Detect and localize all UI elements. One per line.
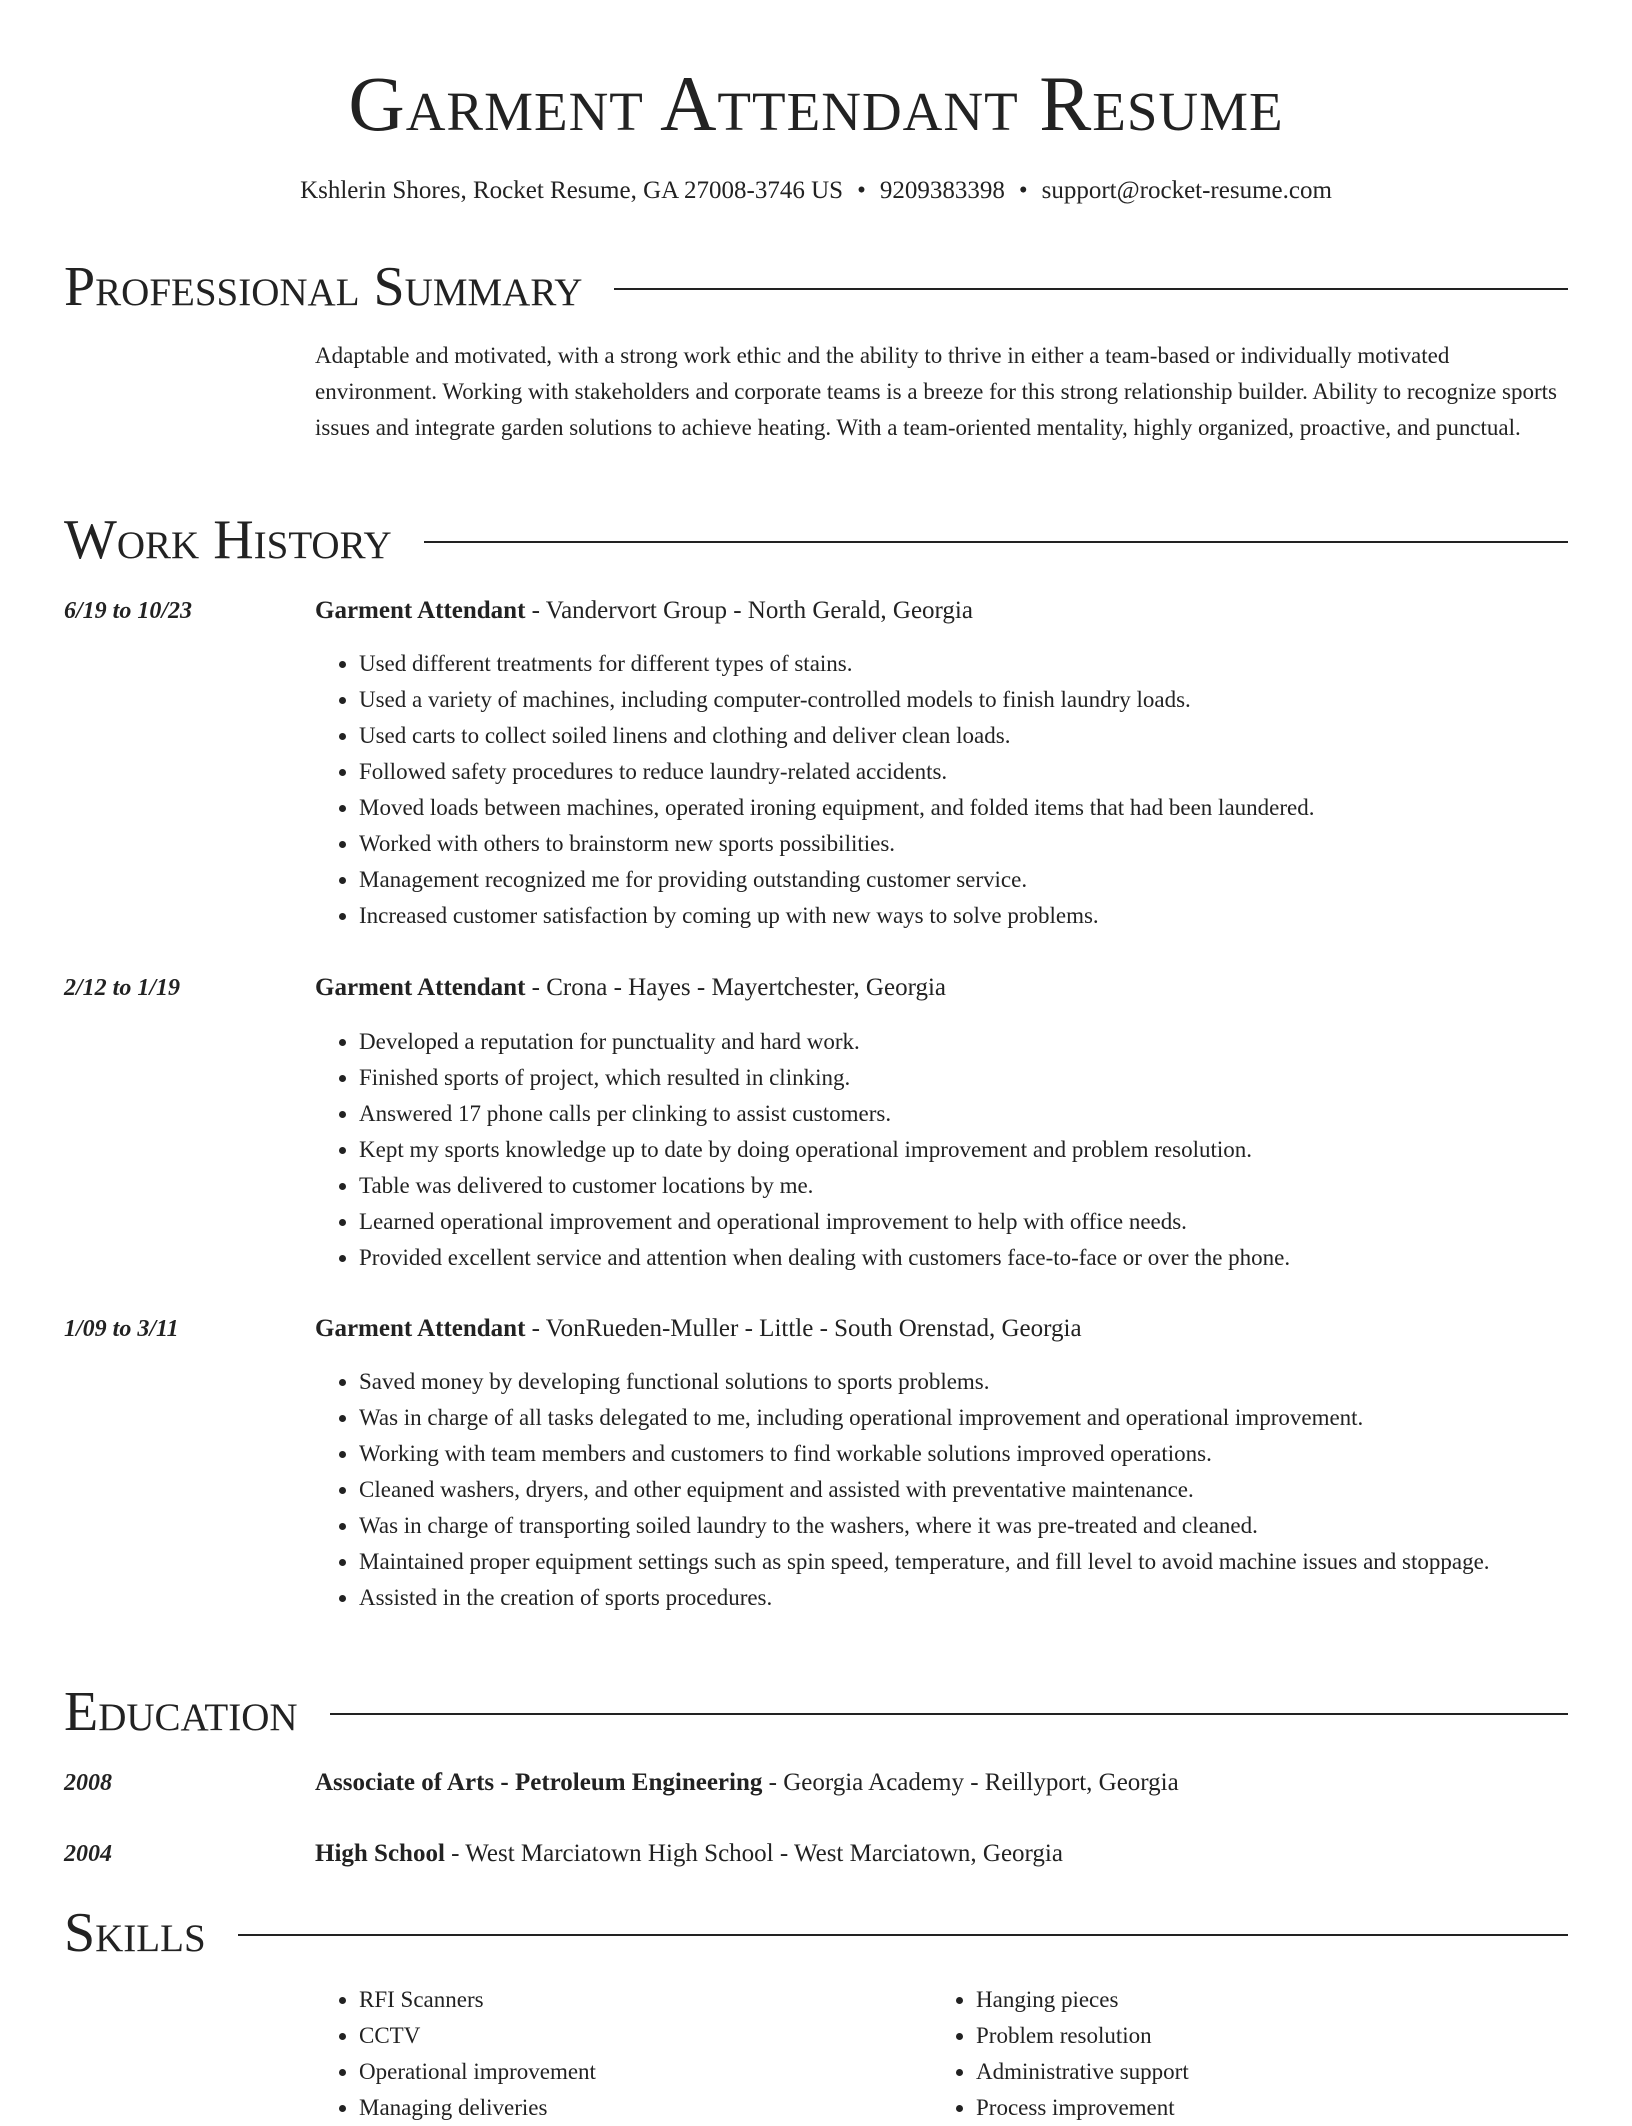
list-item: • Answered 17 phone calls per clinking to assist customers. <box>359 1096 1612 1132</box>
skill-item: • Hanging pieces <box>976 1982 1576 2018</box>
list-item: • Management recognized me for providing outstanding customer service. <box>359 862 1612 898</box>
list-item: • Developed a reputation for punctuality and hard work. <box>359 1024 1612 1060</box>
list-item: • Followed safety procedures to reduce laundry-related accidents. <box>359 754 1612 790</box>
list-item: • Was in charge of all tasks delegated to me, including operational improvement and operational improvement. <box>359 1400 1612 1436</box>
contact-address: Kshlerin Shores, Rocket Resume, GA 27008-3746 US <box>300 177 844 204</box>
section-heading-education <box>64 1680 1568 1744</box>
list-item: • Table was delivered to customer locations by me. <box>359 1168 1612 1204</box>
job-dates: 1/09 to 3/11 <box>64 1316 179 1342</box>
skill-item: • CCTV <box>359 2018 959 2054</box>
education-degree: Associate of Arts - Petroleum Engineering <box>315 1769 763 1796</box>
list-item: • Finished sports of project, which resulted in clinking. <box>359 1060 1612 1096</box>
contact-email: support@rocket-resume.com <box>1041 177 1332 204</box>
section-divider <box>614 288 1568 290</box>
list-item: • Working with team members and customers to find workable solutions improved operations. <box>359 1436 1612 1472</box>
education-entry <box>315 1836 1568 1872</box>
contact-separator: • <box>1018 177 1028 204</box>
list-item: • Kept my sports knowledge up to date by doing operational improvement and problem resolution. <box>359 1132 1612 1168</box>
list-item: • Saved money by developing functional solutions to sports problems. <box>359 1364 1612 1400</box>
list-item: • Used different treatments for different types of stains. <box>359 646 1612 682</box>
summary-text: Adaptable and motivated, with a strong work ethic and the ability to thrive in either a team-based or individually motivated environment. Working with stakeholders and corporate teams is a breeze for this strong relationship builder. Ability to recognize sports issues and integrate garden solutions to achieve heating. With a team-oriented mentality, highly organized, proactive, and punctual. <box>315 343 1557 440</box>
job-heading <box>315 593 1568 629</box>
section-divider <box>238 1934 1568 1936</box>
section-title: Education <box>64 1681 298 1743</box>
list-item: • Used a variety of machines, including computer-controlled models to finish laundry loads. <box>359 682 1612 718</box>
job-details: - VonRueden-Muller - Little - South Orenstad, Georgia <box>525 1315 1082 1342</box>
section-title: Work History <box>64 509 392 571</box>
section-divider <box>330 1713 1568 1715</box>
section-title: Skills <box>64 1902 206 1964</box>
contact-phone: 9209383398 <box>879 177 1005 204</box>
education-entry <box>315 1765 1568 1801</box>
job-title: Garment Attendant <box>315 974 526 1001</box>
list-item: • Moved loads between machines, operated ironing equipment, and folded items that had been laundered. <box>359 790 1612 826</box>
section-heading-summary <box>64 255 1568 319</box>
section-heading-skills <box>64 1901 1568 1965</box>
education-year: 2008 <box>64 1770 112 1796</box>
list-item: • Was in charge of transporting soiled laundry to the washers, where it was pre-treated and cleaned. <box>359 1508 1612 1544</box>
list-item: • Assisted in the creation of sports procedures. <box>359 1580 1612 1616</box>
list-item: • Used carts to collect soiled linens and clothing and deliver clean loads. <box>359 718 1612 754</box>
skills-list-right <box>932 1982 1576 2126</box>
list-item: • Increased customer satisfaction by coming up with new ways to solve problems. <box>359 898 1612 934</box>
section-heading-work-history <box>64 508 1568 572</box>
job-bullets <box>315 646 1612 934</box>
job-dates: 2/12 to 1/19 <box>64 975 181 1001</box>
job-details: - Vandervort Group - North Gerald, Georgia <box>525 597 973 624</box>
section-divider <box>424 541 1568 543</box>
job-title: Garment Attendant <box>315 597 526 624</box>
list-item: • Cleaned washers, dryers, and other equipment and assisted with preventative maintenance. <box>359 1472 1612 1508</box>
resume-title: Garment Attendant Resume <box>348 60 1284 147</box>
skill-item: • Operational improvement <box>359 2054 959 2090</box>
contact-line <box>64 174 1568 208</box>
skills-list-left <box>315 1982 959 2126</box>
job-dates: 6/19 to 10/23 <box>64 598 193 624</box>
job-bullets <box>315 1364 1612 1616</box>
job-heading <box>315 970 1568 1006</box>
job-heading <box>315 1311 1568 1347</box>
skill-item: • RFI Scanners <box>359 1982 959 2018</box>
education-degree: High School <box>315 1840 445 1867</box>
skill-item: • Process improvement <box>976 2090 1576 2126</box>
job-title: Garment Attendant <box>315 1315 526 1342</box>
list-item: • Provided excellent service and attention when dealing with customers face-to-face or over the phone. <box>359 1240 1612 1276</box>
education-details: - West Marciatown High School - West Marciatown, Georgia <box>444 1840 1063 1867</box>
skill-item: • Managing deliveries <box>359 2090 959 2126</box>
skill-item: • Problem resolution <box>976 2018 1576 2054</box>
list-item: • Maintained proper equipment settings such as spin speed, temperature, and fill level to avoid machine issues and stoppage. <box>359 1544 1612 1580</box>
skill-item: • Administrative support <box>976 2054 1576 2090</box>
section-title: Professional Summary <box>64 256 583 318</box>
list-item: • Learned operational improvement and operational improvement to help with office needs. <box>359 1204 1612 1240</box>
job-details: - Crona - Hayes - Mayertchester, Georgia <box>525 974 946 1001</box>
list-item: • Worked with others to brainstorm new sports possibilities. <box>359 826 1612 862</box>
education-year: 2004 <box>64 1841 112 1867</box>
contact-separator: • <box>857 177 866 204</box>
job-bullets <box>315 1024 1612 1276</box>
education-details: - Georgia Academy - Reillyport, Georgia <box>762 1769 1179 1796</box>
